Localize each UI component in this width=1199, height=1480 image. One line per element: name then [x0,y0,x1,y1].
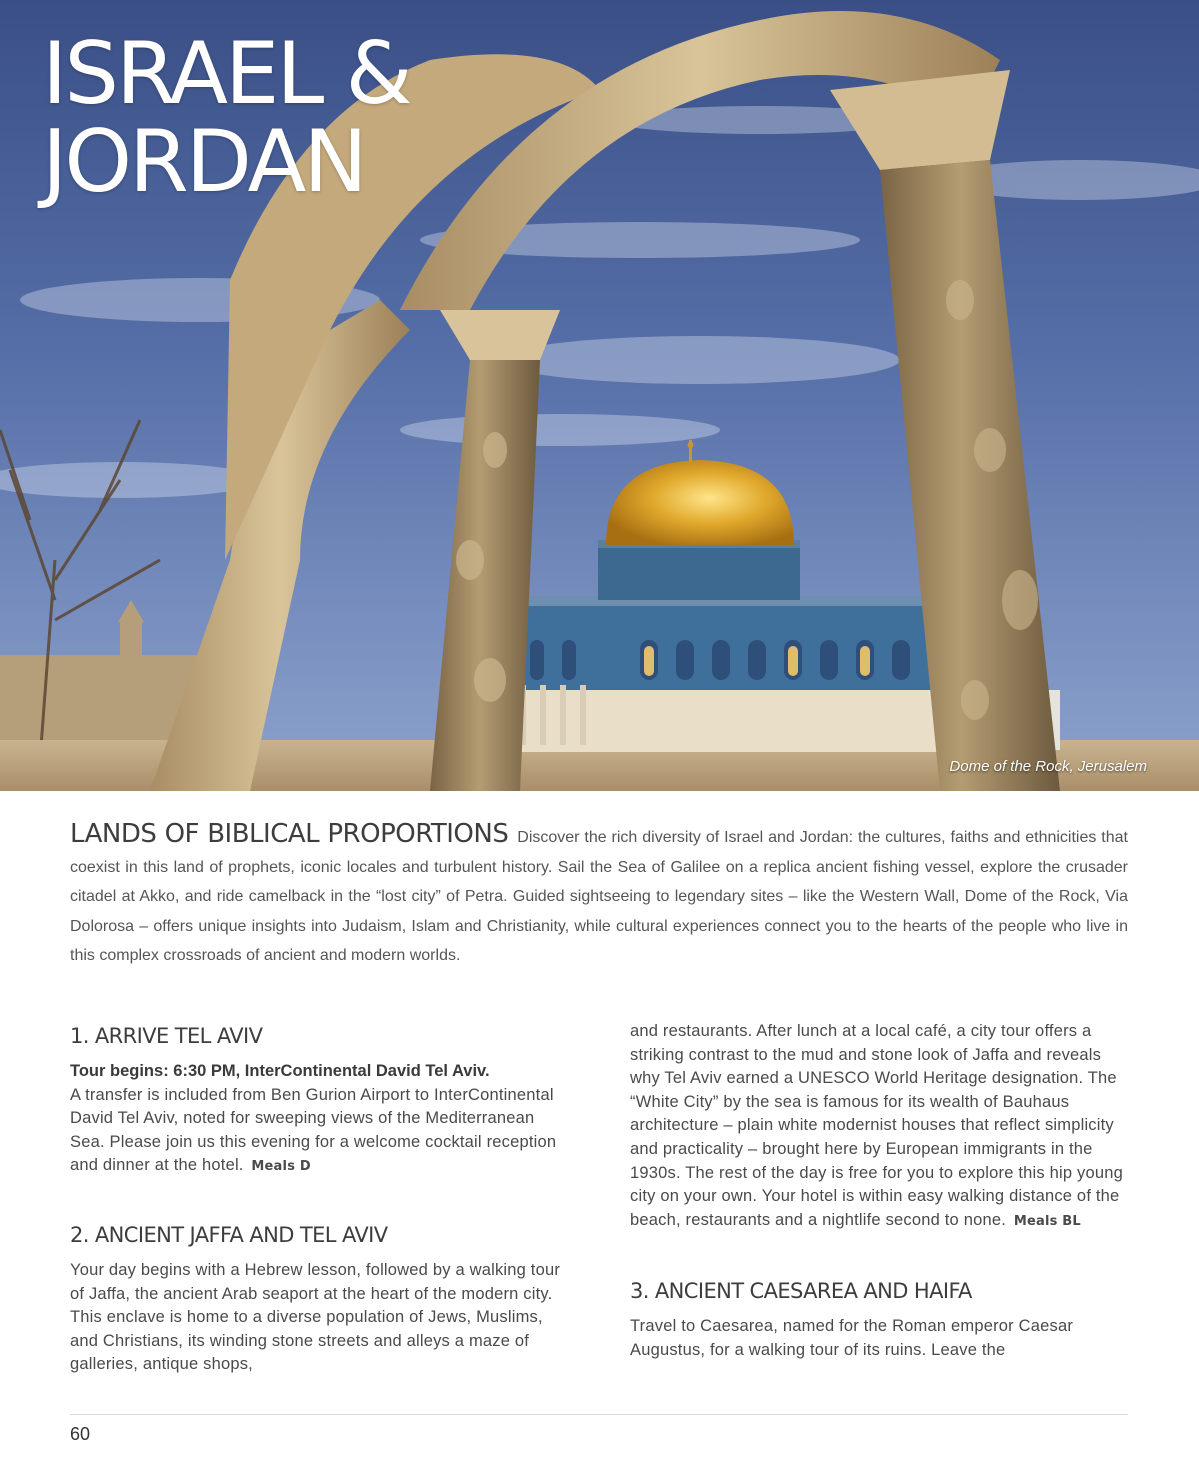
day-1-block [70,1022,566,1179]
intro-heading: LANDS OF BIBLICAL PROPORTIONS [70,819,509,849]
day-3-block [630,1277,1126,1362]
day-2-body-continued: and restaurants. After lunch at a local café, a city tour offers a striking contrast to the mud and stone look of Jaffa and reveals why Tel Aviv earned a UNESCO World Heritage designation. The “White City” by the sea is famous for its wealth of Bauhaus architecture – plain white modernist houses that reflect simplicity and practicality – brought here by European immigrants in the 1930s. The rest of the day is free for you to explore this hip young city on your own. Your hotel is within easy walking distance of the beach, restaurants and a nightlife second to none. [630,1022,1123,1229]
day-1-meals: Meals D [251,1159,311,1175]
day-2-heading: 2. ANCIENT JAFFA AND TEL AVIV [70,1222,388,1247]
day-2-text: Your day begins with a Hebrew lesson, followed by a walking tour of Jaffa, the ancient Arab seaport at the heart of the modern city. This enclave is home to a diverse population of Jews, Muslims, and Christians, its winding stone streets and alleys a maze of galleries, antique shops, [70,1260,561,1374]
page-number: 60 [70,1424,91,1444]
day-1-heading: 1. ARRIVE TEL AVIV [70,1024,263,1048]
day-2-text-continued [630,1020,1126,1233]
itinerary-left-column [70,1022,566,1377]
day-2-meals: Meals BL [1013,1213,1081,1229]
page-title [42,24,410,212]
itinerary-right-column [630,1020,1126,1363]
footer-divider [70,1414,1128,1415]
title-line-2: JORDAN [42,112,365,212]
day-3-heading: 3. ANCIENT CAESAREA AND HAIFA [630,1279,972,1304]
intro-body: Discover the rich diversity of Israel and Jordan: the cultures, faiths and ethnicities that coexist in this land of prophets, iconic locales and turbulent history. Sail the Sea of Galilee on a replica ancient fishing vessel, explore the crusader citadel at Akko, and ride camelback in the “lost city” of Petra. Guided sightseeing to legendary sites – like the Western Wall, Dome of the Rock, Via Dolorosa – offers unique insights into Judaism, Islam and Christianity, while cultural experiences connect you to the hearts of the people who live in this complex crossroads of ancient and modern worlds. [70,829,1128,964]
intro-paragraph [70,820,1128,971]
day-2-block [70,1221,566,1377]
day-1-text [70,1060,566,1179]
photo-caption: Dome of the Rock, Jerusalem [949,758,1147,775]
day-3-text: Travel to Caesarea, named for the Roman emperor Caesar Augustus, for a walking tour of its ruins. Leave the [630,1317,1074,1359]
title-line-1: ISRAEL & [42,24,410,124]
day-1-body: A transfer is included from Ben Gurion Airport to InterContinental David Tel Aviv, noted for sweeping views of the Mediterranean Sea. Please join us this evening for a welcome cocktail reception and dinner at the hotel. [70,1085,557,1175]
day-1-subheading: Tour begins: 6:30 PM, InterContinental David Tel Aviv. [70,1062,490,1080]
